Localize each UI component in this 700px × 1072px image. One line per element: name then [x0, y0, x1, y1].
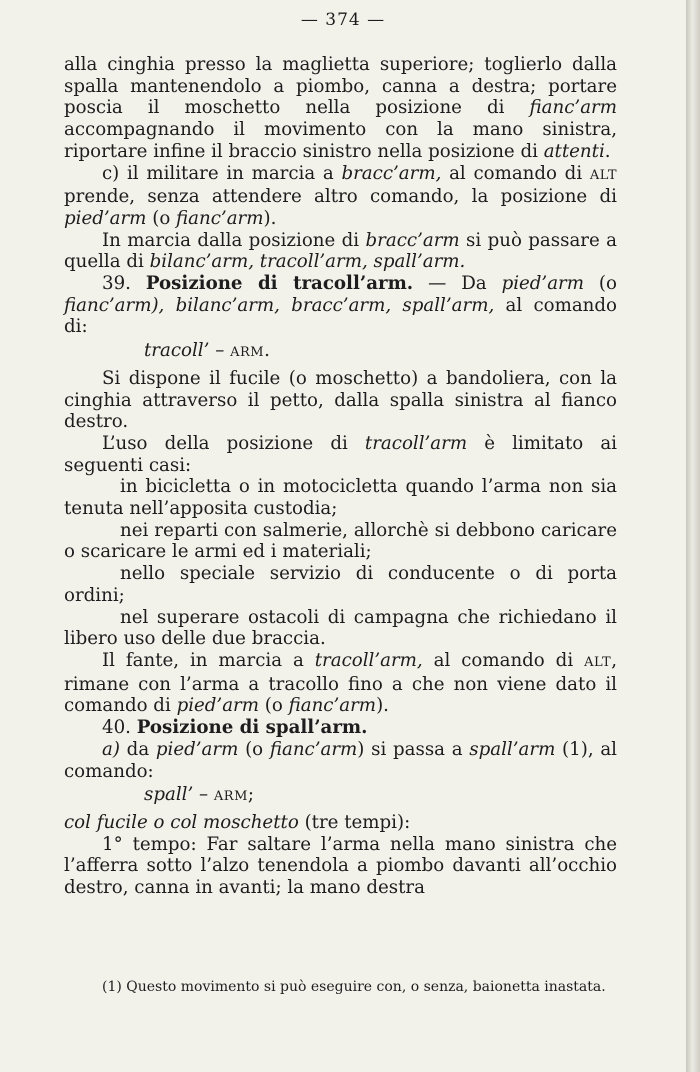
text-run: spall’ [144, 784, 194, 806]
text-run: Si dispone il fucile (o moschetto) a bandoliera, con la cinghia attraverso il petto, dalla spalla sinistra al fianco destro. [64, 367, 617, 433]
text-run: in bicicletta o in motocicletta quando l’arma non sia tenuta nell’apposita custodia; [64, 476, 617, 520]
text-run: fianc’arm [529, 97, 617, 119]
text-run: col fucile o col moschetto [64, 811, 299, 833]
paragraph-p12 [64, 650, 617, 717]
text-run: bracc’arm, [341, 162, 442, 184]
text-run: ). [263, 207, 277, 229]
text-run: c) il militare in marcia a [102, 162, 342, 184]
text-run: tracoll’arm, [314, 649, 423, 671]
paragraph-p13 [64, 717, 617, 739]
footnote: (1) Questo movimento si può eseguire con, o senza, baionetta inastata. [102, 979, 606, 995]
text-run: fianc’arm), bilanc’arm, bracc’arm, spall’arm, [64, 294, 495, 316]
text-run: fianc’arm [176, 207, 264, 229]
page-number: — 374 — [300, 10, 386, 30]
text-run: nel superare ostacoli di campagna che richiedano il libero uso delle due braccia. [64, 606, 617, 650]
text-run: ARM [213, 789, 248, 805]
paragraph-p5 [64, 340, 617, 364]
text-run: al comando di [422, 649, 585, 671]
text-run: – [193, 784, 214, 806]
text-run: In marcia dalla posizione di [102, 229, 366, 251]
paragraph-p7 [64, 433, 617, 476]
text-run: è limitato ai seguenti casi: [64, 432, 617, 476]
text-run: nei reparti con salmerie, allorchè si debbono caricare o scaricare le armi ed i materiali; [64, 519, 617, 563]
text-run: si può passare a quella di [64, 229, 617, 273]
paragraph-p1 [64, 54, 617, 163]
text-run: a) [102, 738, 120, 760]
text-run: Il fante, in marcia a [102, 649, 315, 671]
text-run: (o [259, 695, 289, 717]
text-run: ) si passa a [357, 738, 470, 760]
text-run: accompagnando il movimento con la mano sinistra, riportare infine il braccio sinistro nella posizione di [64, 119, 617, 162]
text-run: (o [146, 207, 177, 229]
text-run: Posizione di tracoll’arm. [145, 273, 414, 295]
text-run: — Da [413, 273, 502, 295]
text-run: L’uso della posizione di [102, 432, 365, 454]
text-run: fianc’arm [269, 738, 358, 760]
text-run: pied’arm [176, 695, 259, 717]
text-run: (o [238, 738, 270, 760]
text-run: (o [584, 273, 617, 295]
text-run: prende, senza attendere altro comando, la posizione di [64, 186, 617, 208]
text-run: 1° tempo: Far saltare l’arma nella mano sinistra che l’afferra sotto l’alzo tenendola a piombo davanti all’occhio destro, canna in avanti; la mano destra [64, 833, 617, 899]
text-run: tracoll’arm [364, 432, 468, 454]
paragraph-p10 [64, 563, 617, 606]
page-edge [686, 0, 700, 1072]
text-run: attenti [543, 140, 605, 162]
text-run: 40. [102, 717, 137, 739]
text-run: nello speciale servizio di conducente o di porta ordini; [64, 563, 617, 606]
text-run: pied’arm [501, 273, 584, 295]
text-run: . [604, 140, 611, 162]
body-text [64, 54, 617, 899]
text-run: ). [376, 695, 389, 717]
paragraph-p4 [64, 273, 617, 338]
paragraph-p2 [64, 163, 617, 230]
paragraph-p6 [64, 368, 617, 433]
text-run: pied’arm [155, 738, 239, 760]
paragraph-p15 [64, 784, 617, 808]
text-run: ; [247, 784, 255, 806]
text-run: ALT [584, 654, 612, 670]
text-run: al comando di [441, 162, 590, 184]
text-run: da [119, 738, 156, 760]
paragraph-p16 [64, 812, 617, 834]
text-run: bracc’arm [365, 229, 460, 251]
text-run: – [209, 340, 231, 362]
paragraph-p11 [64, 607, 617, 650]
text-run: ALT [589, 167, 617, 183]
paragraph-p14 [64, 739, 617, 782]
text-run: (1), al comando: [64, 738, 617, 782]
text-run: Posizione di spall’arm. [136, 717, 368, 739]
text-run: spall’arm [469, 738, 556, 760]
paragraph-p17 [64, 834, 617, 899]
paragraph-p3 [64, 230, 617, 273]
text-run: , rimane con l’arma a tracollo fino a che non viene dato il comando di [64, 649, 617, 717]
paragraph-p8 [64, 476, 617, 519]
text-run: . [264, 340, 270, 362]
text-run: 39. [102, 273, 146, 295]
text-run: fianc’arm [288, 695, 377, 717]
paragraph-p9 [64, 520, 617, 563]
text-run: al comando di: [64, 294, 617, 338]
text-run: pied’arm [64, 207, 147, 229]
text-run: (tre tempi): [298, 811, 411, 833]
text-run: tracoll’ [144, 340, 210, 362]
text-run: bilanc’arm, tracoll’arm, spall’arm. [149, 251, 466, 273]
text-run: ARM [230, 345, 265, 361]
text-run: alla cinghia presso la maglietta superiore; toglierlo dalla spalla mantenendolo a piombo, canna a destra; portare poscia il moschetto nella posizione di [64, 54, 617, 119]
